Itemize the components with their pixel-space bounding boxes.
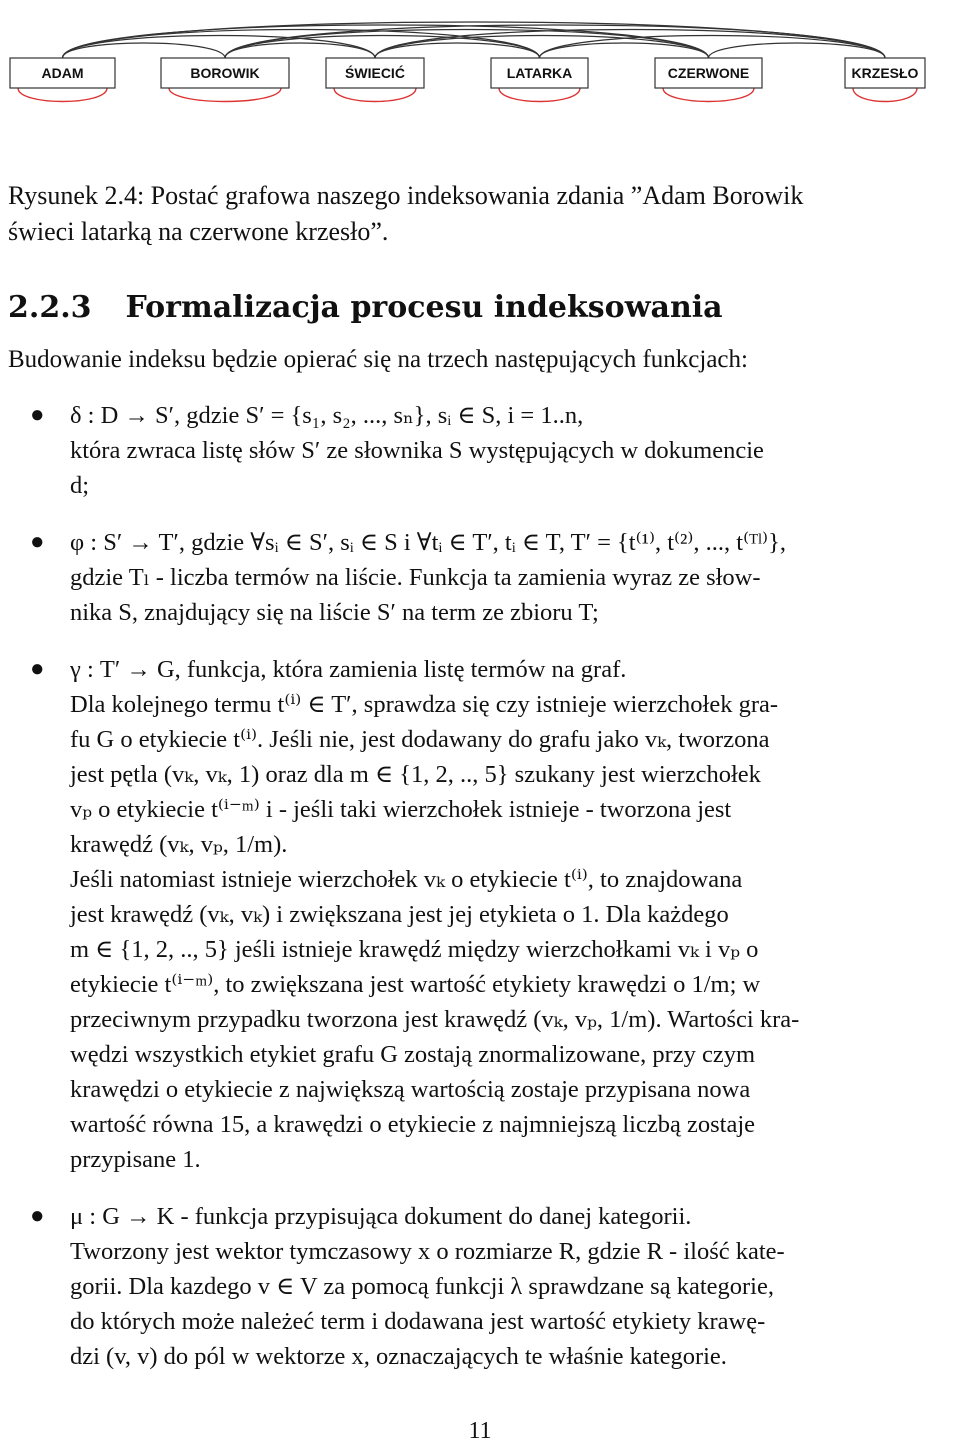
section-number: 2.2.3 — [8, 290, 92, 325]
text-line: γ : T′ → G, funkcja, która zamienia listę termów na graf. — [70, 656, 627, 683]
text-line: wędzi wszystkich etykiet grafu G zostają znormalizowane, przy czym — [70, 1041, 756, 1068]
self-loop-edge — [663, 88, 754, 102]
text-line: która zwraca listę słów S′ ze słownika S występujących w dokumencie — [70, 437, 764, 464]
text-line: Tworzony jest wektor tymczasowy x o rozmiarze R, gdzie R - ilość kate- — [70, 1238, 785, 1265]
text-line: gorii. Dla kazdego v ∈ V za pomocą funkcji λ sprawdzane są kategorie, — [70, 1273, 774, 1300]
text-line: do których może należeć term i dodawana jest wartość etykiety krawę- — [70, 1308, 766, 1335]
self-loop-edge — [169, 88, 281, 102]
text-line: Dla kolejnego termu t⁽ⁱ⁾ ∈ T′, sprawdza się czy istnieje wierzchołek gra- — [70, 691, 779, 718]
text-line: krawędzi o etykiecie z największą wartością zostaje przypisana nowa — [70, 1076, 751, 1103]
graph-edge — [63, 30, 540, 59]
caption-line-2: świeci latarką na czerwone krzesło”. — [8, 217, 389, 246]
intro-paragraph: Budowanie indeksu będzie opierać się na trzech następujących funkcjach: — [8, 346, 748, 373]
graph-edge — [63, 36, 376, 59]
graph-edge — [63, 22, 886, 58]
bullet-delta — [30, 398, 942, 503]
self-loop-edge — [334, 88, 416, 102]
text-line: krawędź (vₖ, vₚ, 1/m). — [70, 831, 288, 858]
text-line: nika S, znajdujący się na liście S′ na term ze zbioru T; — [70, 599, 599, 626]
text-line: μ : G → K - funkcja przypisująca dokument do danej kategorii. — [70, 1203, 692, 1230]
text-line: δ : D → S′, gdzie S′ = {s₁, s₂, ..., sₙ}, sᵢ ∈ S, i = 1..n, — [70, 402, 584, 429]
graph-node-label: CZERWONE — [667, 65, 750, 81]
graph-node-label: LATARKA — [506, 65, 573, 81]
text-line: Jeśli natomiast istnieje wierzchołek vₖ o etykiecie t⁽ⁱ⁾, to znajdowana — [70, 866, 743, 893]
bullet-dot-icon: ● — [30, 656, 45, 682]
self-loop-edge — [853, 88, 917, 102]
graph-edge — [225, 30, 709, 59]
bullet-dot-icon: ● — [30, 1203, 45, 1229]
graph-node-label: BOROWIK — [190, 65, 260, 81]
text-line: jest krawędź (vₖ, vₖ) i zwiększana jest jej etykieta o 1. Dla każdego — [70, 901, 729, 928]
text-line: gdzie Tₗ - liczba termów na liście. Funkcja ta zamienia wyraz ze słow- — [70, 564, 761, 591]
bullet-dot-icon: ● — [30, 529, 45, 555]
caption-line-1: Rysunek 2.4: Postać grafowa naszego indeksowania zdania ”Adam Borowik — [8, 181, 804, 210]
graph-node-label: ADAM — [41, 65, 84, 81]
text-line: d; — [70, 472, 90, 499]
bullet-mu — [30, 1199, 942, 1374]
text-line: fu G o etykiecie t⁽ⁱ⁾. Jeśli nie, jest dodawany do grafu jako vₖ, tworzona — [70, 726, 770, 753]
self-loop-edge — [18, 88, 107, 102]
text-line: dzi (v, v) do pól w wektorze x, oznaczających te właśnie kategorie. — [70, 1343, 727, 1370]
text-line: m ∈ {1, 2, .., 5} jeśli istnieje krawędź między wierzchołkami vₖ i vₚ o — [70, 936, 759, 963]
bullet-gamma — [30, 652, 942, 1177]
text-line: φ : S′ → T′, gdzie ∀sᵢ ∈ S′, sᵢ ∈ S i ∀tᵢ ∈ T′, tᵢ ∈ T, T′ = {t⁽¹⁾, t⁽²⁾, ..., t⁽ᵀˡ⁾}, — [70, 529, 786, 556]
text-line: etykiecie t⁽ⁱ⁻ᵐ⁾, to zwiększana jest wartość etykiety krawędzi o 1/m; w — [70, 971, 761, 998]
graph-edge — [375, 30, 885, 59]
text-line: przypisane 1. — [70, 1146, 201, 1173]
graph-node-label: ŚWIECIĆ — [345, 65, 405, 81]
text-line: vₚ o etykiecie t⁽ⁱ⁻ᵐ⁾ i - jeśli taki wierzchołek istnieje - tworzona jest — [70, 796, 732, 823]
function-list — [30, 398, 942, 1396]
text-line: wartość równa 15, a krawędzi o etykiecie z najmniejszą liczbą zostaje — [70, 1111, 756, 1138]
bullet-dot-icon: ● — [30, 402, 45, 428]
graph-edge — [225, 36, 540, 59]
text-line: przeciwnym przypadku tworzona jest krawędź (vₖ, vₚ, 1/m). Wartości kra- — [70, 1006, 800, 1033]
bullet-phi — [30, 525, 942, 630]
section-heading — [8, 290, 723, 325]
self-loop-edge — [499, 88, 580, 102]
graph-node-label: KRZESŁO — [851, 65, 919, 81]
figure-caption — [8, 178, 948, 250]
page-number: 11 — [468, 1418, 492, 1444]
text-line: jest pętla (vₖ, vₖ, 1) oraz dla m ∈ {1, 2, .., 5} szukany jest wierzchołek — [70, 761, 761, 788]
section-title: Formalizacja procesu indeksowania — [125, 290, 723, 325]
graph-diagram — [0, 0, 960, 140]
